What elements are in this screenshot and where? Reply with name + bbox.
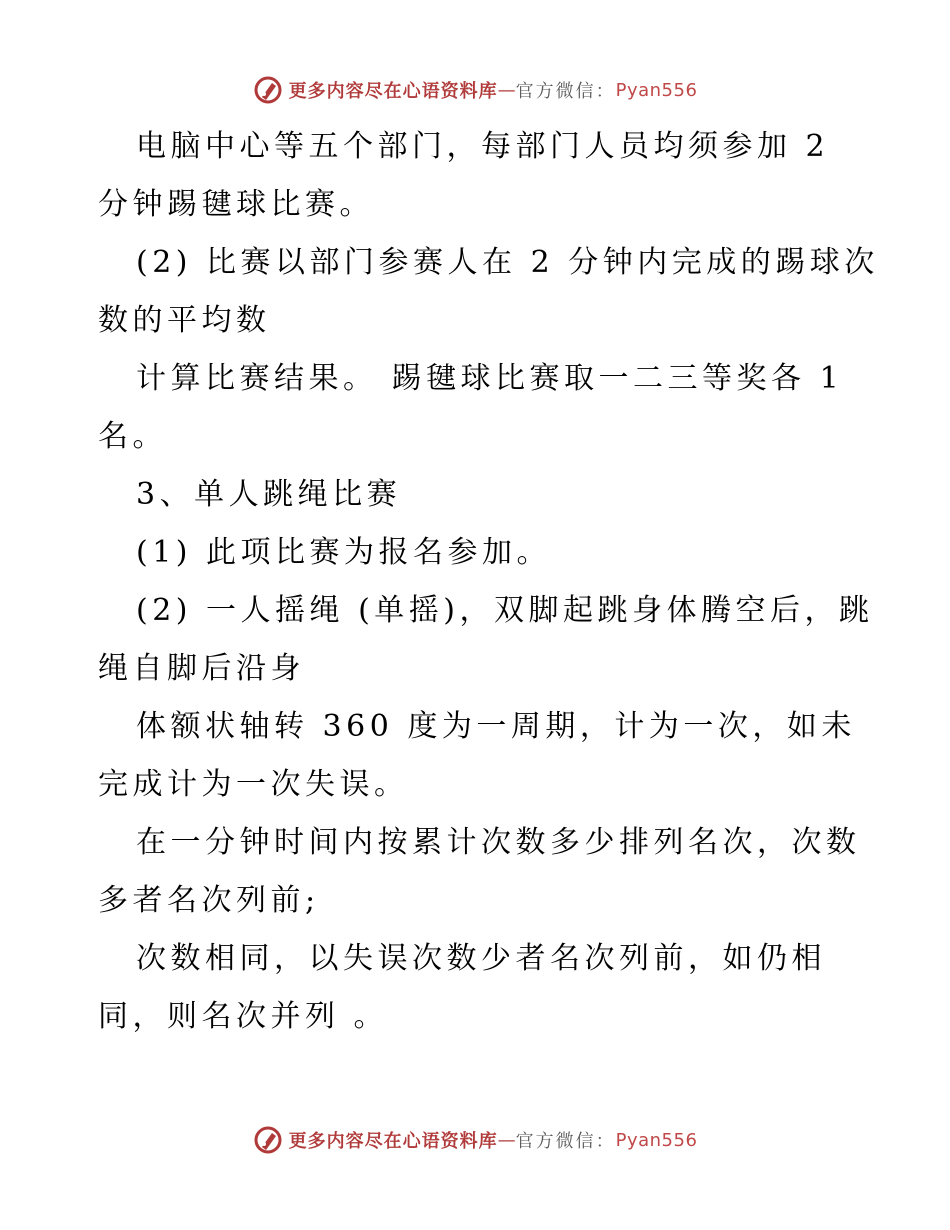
text-line: (2) 一人摇绳 (单摇)，双脚起跳身体腾空后，跳: [136, 593, 874, 628]
text-line: 电脑中心等五个部门，每部门人员均须参加 2: [136, 129, 830, 164]
text-line: 次数相同，以失误次数少者名次列前，如仍相: [136, 941, 826, 976]
text-line: 完成计为一次失误。: [98, 767, 409, 802]
footer-banner: [0, 1122, 950, 1158]
text-line: 多者名次列前;: [98, 883, 320, 918]
banner-separator: —: [497, 1129, 516, 1151]
text-line: 绳自脚后沿身: [98, 651, 305, 686]
banner-wechat-id: Pyan556: [615, 1129, 698, 1151]
text-line: 在一分钟时间内按累计次数多少排列名次，次数: [136, 825, 861, 860]
text-line: 数的平均数: [98, 303, 271, 338]
text-line: 分钟踢毽球比赛。: [98, 187, 374, 222]
banner-wechat-label: 官方微信：: [515, 1131, 616, 1152]
header-banner: [0, 72, 950, 108]
pen-nib-logo-icon: [253, 75, 283, 105]
text-line: 体额状轴转 360 度为一周期，计为一次，如未: [136, 709, 856, 744]
text-line: 名。: [98, 419, 167, 454]
text-line: 同，则名次并列 。: [98, 999, 389, 1034]
banner-wechat-label: 官方微信：: [515, 81, 616, 102]
pen-nib-logo-icon: [253, 1125, 283, 1155]
banner-main-text: 更多内容尽在心语资料库: [288, 1131, 498, 1152]
text-line: (2) 比赛以部门参赛人在 2 分钟内完成的踢球次: [136, 245, 879, 280]
document-body: [98, 118, 879, 1046]
text-line: 计算比赛结果。 踢毽球比赛取一二三等奖各 1: [136, 361, 844, 396]
text-line: (1) 此项比赛为报名参加。: [136, 535, 552, 570]
banner-separator: —: [497, 79, 516, 101]
section-heading: 3、单人跳绳比赛: [136, 477, 402, 512]
banner-wechat-id: Pyan556: [615, 79, 698, 101]
banner-main-text: 更多内容尽在心语资料库: [288, 81, 498, 102]
